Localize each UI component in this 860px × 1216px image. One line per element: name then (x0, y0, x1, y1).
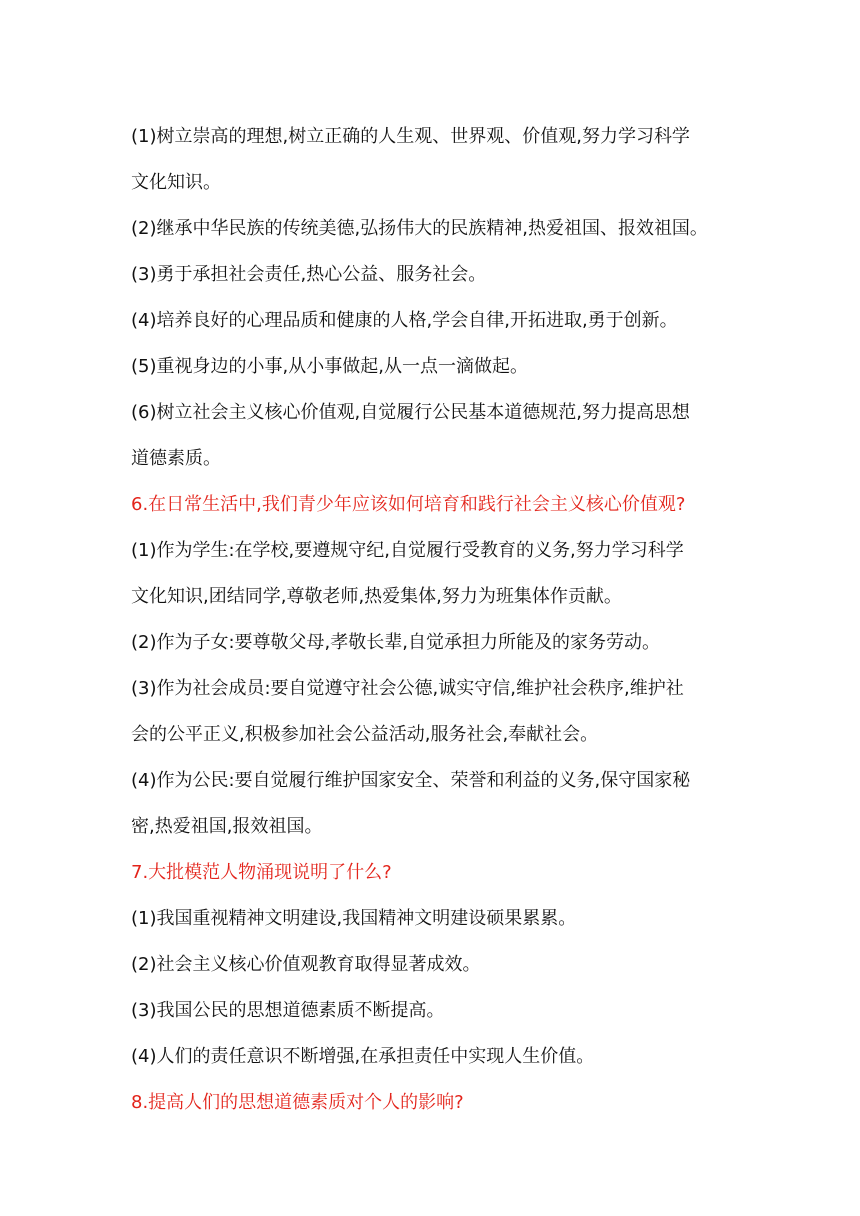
text-line: 道德素质。 (131, 448, 221, 469)
text-line: (4)培养良好的心理品质和健康的人格,学会自律,开拓进取,勇于创新。 (131, 310, 678, 331)
text-line: (6)树立社会主义核心价值观,自觉履行公民基本道德规范,努力提高思想 (131, 402, 690, 423)
question-heading-6: 6.在日常生活中,我们青少年应该如何培育和践行社会主义核心价值观? (131, 494, 686, 515)
text-line: 会的公平正义,积极参加社会公益活动,服务社会,奉献社会。 (131, 724, 599, 745)
paragraph-1-6 (131, 390, 800, 482)
text-line: (3)作为社会成员:要自觉遵守社会公德,诚实守信,维护社会秩序,维护社 (131, 678, 684, 699)
paragraph-6-4 (131, 758, 800, 850)
paragraph-7-2 (131, 942, 800, 988)
paragraph-1-3 (131, 252, 800, 298)
text-line: (1)树立崇高的理想,树立正确的人生观、世界观、价值观,努力学习科学 (131, 126, 690, 147)
paragraph-7-3 (131, 988, 800, 1034)
paragraph-6-3 (131, 666, 800, 758)
paragraph-1-4 (131, 298, 800, 344)
text-line: (2)社会主义核心价值观教育取得显著成效。 (131, 954, 481, 975)
text-line: (1)作为学生:在学校,要遵规守纪,自觉履行受教育的义务,努力学习科学 (131, 540, 684, 561)
text-line: (2)继承中华民族的传统美德,弘扬伟大的民族精神,热爱祖国、报效祖国。 (131, 218, 708, 239)
text-line: 密,热爱祖国,报效祖国。 (131, 816, 323, 837)
text-line: (4)人们的责任意识不断增强,在承担责任中实现人生价值。 (131, 1046, 595, 1067)
text-line: (5)重视身边的小事,从小事做起,从一点一滴做起。 (131, 356, 528, 377)
question-heading-8: 8.提高人们的思想道德素质对个人的影响? (131, 1092, 464, 1113)
paragraph-7-1 (131, 896, 800, 942)
text-line: (3)勇于承担社会责任,热心公益、服务社会。 (131, 264, 487, 285)
text-line: (4)作为公民:要自觉履行维护国家安全、荣誉和利益的义务,保守国家秘 (131, 770, 691, 791)
text-line: (1)我国重视精神文明建设,我国精神文明建设硕果累累。 (131, 908, 577, 929)
text-line: (3)我国公民的思想道德素质不断提高。 (131, 1000, 445, 1021)
paragraph-1-1 (131, 114, 800, 206)
paragraph-6-2 (131, 620, 800, 666)
text-line: 文化知识。 (131, 172, 221, 193)
paragraph-1-2 (131, 206, 800, 252)
text-line: (2)作为子女:要尊敬父母,孝敬长辈,自觉承担力所能及的家务劳动。 (131, 632, 661, 653)
text-line: 文化知识,团结同学,尊敬老师,热爱集体,努力为班集体作贡献。 (131, 586, 622, 607)
paragraph-7-4 (131, 1034, 800, 1080)
question-heading-7: 7.大批模范人物涌现说明了什么? (131, 862, 392, 883)
paragraph-1-5 (131, 344, 800, 390)
paragraph-6-1 (131, 528, 800, 620)
